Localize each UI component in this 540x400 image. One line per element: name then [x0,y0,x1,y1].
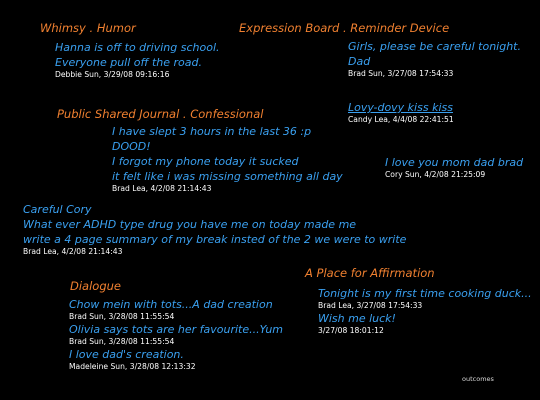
post-message: Hanna is off to driving school. [55,41,220,54]
post-meta: Brad Lea, 4/2/08 21:14:43 [112,184,212,193]
post-kiss-kiss[interactable] [348,100,454,125]
post-cooking-duck[interactable] [318,286,532,336]
post-meta: Debbie Sun, 3/29/08 09:16:16 [55,70,170,79]
post-meta: Candy Lea, 4/4/08 22:41:51 [348,115,454,124]
post-message: Everyone pull off the road. [55,56,202,69]
post-message: Olivia says tots are her favourite...Yum [69,323,284,336]
post-message: I forgot my phone today it sucked [112,155,299,168]
post-meta: Brad Lea, 3/27/08 17:54:33 [318,301,423,310]
category-public-journal: Public Shared Journal . Confessional [57,107,264,121]
category-dialogue: Dialogue [70,279,121,293]
post-message: write a 4 page summary of my break insted of the 2 we were to write [23,233,407,246]
post-meta: Brad Sun, 3/28/08 11:55:54 [69,312,175,321]
post-message: I love dad's creation. [69,348,184,361]
post-chow-mein[interactable] [69,297,283,372]
post-message: What ever ADHD type drug you have me on today made me [23,218,357,231]
post-meta: Brad Sun, 3/27/08 17:54:33 [348,69,454,78]
post-love-you[interactable] [385,155,523,180]
post-driving-school[interactable] [55,40,220,80]
post-meta: 3/27/08 18:01:12 [318,326,384,335]
post-message: Chow mein with tots...A dad creation [69,298,273,311]
category-whimsy-humor: Whimsy . Humor [40,21,136,35]
post-meta: Madeleine Sun, 3/28/08 12:13:32 [69,362,196,371]
post-message: Careful Cory [23,203,92,216]
post-message: Wish me luck! [318,312,396,325]
post-message: Tonight is my first time cooking duck... [318,287,532,300]
post-message: it felt like i was missing something all day [112,170,343,183]
post-message: Lovy-dovy kiss kiss [348,101,453,114]
post-meta: Brad Sun, 3/28/08 11:55:54 [69,337,175,346]
post-message: I have slept 3 hours in the last 36 :p [112,125,312,138]
category-affirmation: A Place for Affirmation [305,266,435,280]
outcomes-link[interactable]: outcomes [462,375,494,383]
post-message: DOOD! [112,140,151,153]
post-meta: Cory Sun, 4/2/08 21:25:09 [385,170,486,179]
post-careful-tonight[interactable] [348,39,521,79]
post-meta: Brad Lea, 4/2/08 21:14:43 [23,247,123,256]
post-careful-cory[interactable] [23,202,406,257]
post-message: Dad [348,55,371,68]
post-message: I love you mom dad brad [385,156,524,169]
post-slept-hours[interactable] [112,124,343,194]
category-expression-board: Expression Board . Reminder Device [239,21,450,35]
post-message: Girls, please be careful tonight. [348,40,521,53]
